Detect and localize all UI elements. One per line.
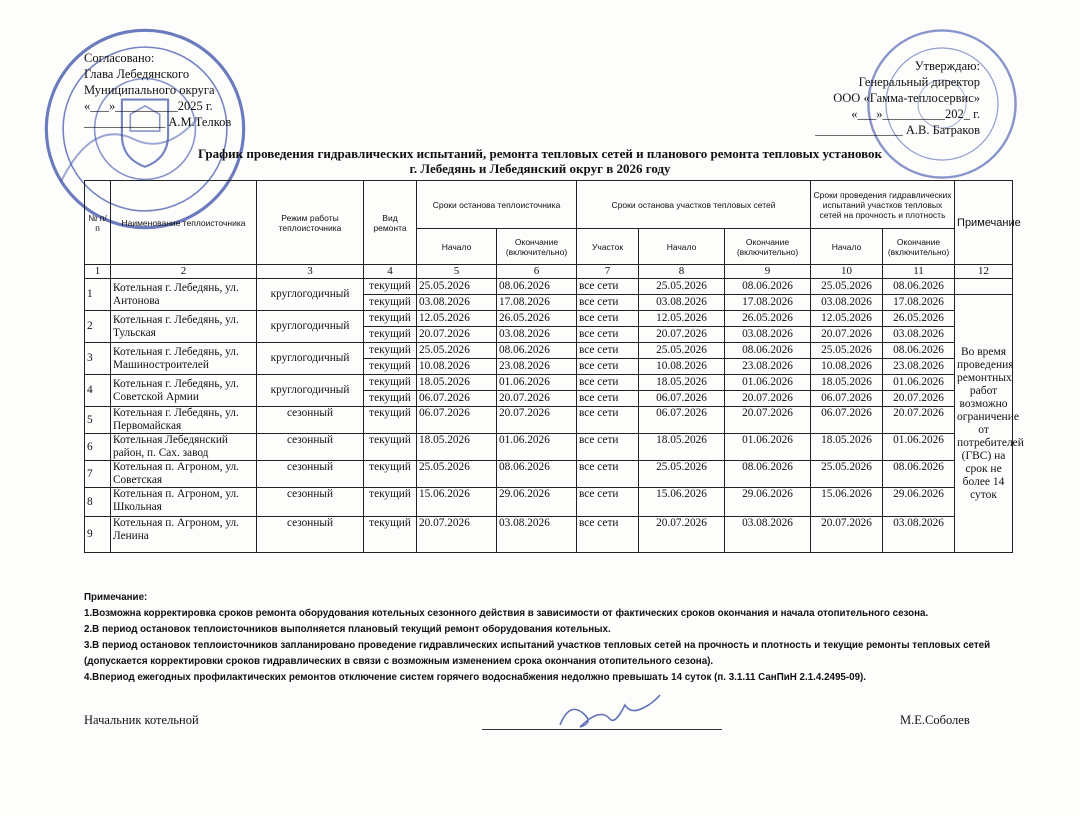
source-end-date: 17.08.2026 (497, 295, 577, 311)
network-end-date: 03.08.2026 (725, 517, 811, 553)
test-start-date: 06.07.2026 (811, 407, 883, 434)
title-line-2: г. Лебедянь и Лебедянский округ в 2026 году (409, 161, 671, 176)
source-name: Котельная г. Лебедянь, ул. Тульская (111, 311, 257, 343)
source-name: Котельная Лебедянский район, п. Сах. завод (111, 434, 257, 461)
table-row (85, 311, 1013, 327)
title-line-1: График проведения гидравлических испытаний, ремонта тепловых сетей и планового ремонта тепловых установок (197, 146, 883, 161)
note-item-1: 1.Возможна корректировка сроков ремонта оборудования котельных сезонного действия в зависимости от фактических сроков окончания и начала отопительного сезона. (84, 608, 929, 619)
test-start-date: 25.05.2026 (811, 279, 883, 295)
source-end-date: 29.06.2026 (497, 488, 577, 517)
schedule-table-body (85, 265, 1024, 553)
row-number: 8 (85, 488, 111, 517)
network-end-date: 08.06.2026 (725, 343, 811, 359)
network-section: все сети (577, 375, 639, 391)
operation-mode: сезонный (257, 488, 364, 517)
header-start-3: Начало (811, 229, 883, 265)
table-row (85, 375, 1013, 391)
repair-type: текущий (364, 311, 417, 327)
test-end-date: 08.06.2026 (883, 343, 955, 359)
test-start-date: 25.05.2026 (811, 461, 883, 488)
network-section: все сети (577, 359, 639, 375)
source-start-date: 12.05.2026 (417, 311, 497, 327)
test-start-date: 18.05.2026 (811, 434, 883, 461)
network-end-date: 20.07.2026 (725, 407, 811, 434)
row-number: 3 (85, 343, 111, 375)
source-end-date: 08.06.2026 (497, 343, 577, 359)
source-name: Котельная п. Агроном, ул. Советская (111, 461, 257, 488)
network-start-date: 15.06.2026 (639, 488, 725, 517)
footer-name: М.Е.Соболев (900, 713, 970, 727)
agreed-date-line: «___»__________2025 г. (84, 99, 213, 113)
approval-block-left (84, 50, 284, 130)
table-row (85, 517, 1013, 553)
network-end-date: 01.06.2026 (725, 375, 811, 391)
repair-type: текущий (364, 407, 417, 434)
row-number: 4 (85, 375, 111, 407)
header-network-shutdown: Сроки останова участков тепловых сетей (577, 181, 811, 229)
header-note: Примечание (955, 181, 1013, 265)
operation-mode: круглогодичный (257, 311, 364, 343)
source-start-date: 25.05.2026 (417, 279, 497, 295)
test-end-date: 29.06.2026 (883, 488, 955, 517)
source-end-date: 01.06.2026 (497, 434, 577, 461)
repair-type: текущий (364, 375, 417, 391)
header-section: Участок (577, 229, 639, 265)
table-row (85, 407, 1013, 434)
test-start-date: 15.06.2026 (811, 488, 883, 517)
notes-block (84, 590, 1014, 686)
test-start-date: 20.07.2026 (811, 517, 883, 553)
header-source-shutdown: Сроки останова теплоисточника (417, 181, 577, 229)
approve-name-line: ______________ А.В. Батраков (815, 123, 980, 137)
approval-block-right (760, 58, 980, 138)
repair-type: текущий (364, 434, 417, 461)
repair-type: текущий (364, 359, 417, 375)
source-start-date: 18.05.2026 (417, 375, 497, 391)
network-start-date: 06.07.2026 (639, 391, 725, 407)
network-section: все сети (577, 327, 639, 343)
approve-position-line-1: Генеральный директор (858, 75, 980, 89)
network-start-date: 25.05.2026 (639, 461, 725, 488)
source-name: Котельная г. Лебедянь, ул. Машиностроителей (111, 343, 257, 375)
operation-mode: сезонный (257, 461, 364, 488)
network-end-date: 29.06.2026 (725, 488, 811, 517)
source-start-date: 20.07.2026 (417, 517, 497, 553)
row-number: 6 (85, 434, 111, 461)
network-section: все сети (577, 517, 639, 553)
document-title (0, 146, 1080, 176)
source-end-date: 03.08.2026 (497, 517, 577, 553)
header-hydraulic-tests: Сроки проведения гидравлических испытаний участков тепловых сетей на прочность и плотность (811, 181, 955, 229)
network-start-date: 03.08.2026 (639, 295, 725, 311)
table-row (85, 279, 1013, 295)
test-end-date: 08.06.2026 (883, 279, 955, 295)
network-section: все сети (577, 488, 639, 517)
test-start-date: 20.07.2026 (811, 327, 883, 343)
network-start-date: 20.07.2026 (639, 517, 725, 553)
source-end-date: 08.06.2026 (497, 461, 577, 488)
col-number: 10 (811, 265, 883, 279)
source-start-date: 18.05.2026 (417, 434, 497, 461)
network-end-date: 26.05.2026 (725, 311, 811, 327)
note-cell: Во время проведения ремонтных работ возможно ограничение от потребителей (ГВС) на срок не более 14 суток (955, 295, 1013, 553)
header-end-1: Окончание (включительно) (497, 229, 577, 265)
note-item-3: 3.В период остановок теплоисточников запланировано проведение гидравлических испытаний участков тепловых сетей на прочность и плотность и текущие ремонты тепловых сетей (84, 640, 991, 651)
repair-type: текущий (364, 488, 417, 517)
network-section: все сети (577, 295, 639, 311)
source-end-date: 08.06.2026 (497, 279, 577, 295)
source-end-date: 20.07.2026 (497, 407, 577, 434)
network-section: все сети (577, 391, 639, 407)
source-end-date: 26.05.2026 (497, 311, 577, 327)
header-start-1: Начало (417, 229, 497, 265)
network-end-date: 17.08.2026 (725, 295, 811, 311)
header-start-2: Начало (639, 229, 725, 265)
repair-type: текущий (364, 295, 417, 311)
test-start-date: 10.08.2026 (811, 359, 883, 375)
source-name: Котельная г. Лебедянь, ул. Советской Армии (111, 375, 257, 407)
network-section: все сети (577, 311, 639, 327)
row-number: 9 (85, 517, 111, 553)
col-number: 6 (497, 265, 577, 279)
test-end-date: 01.06.2026 (883, 375, 955, 391)
test-start-date: 18.05.2026 (811, 375, 883, 391)
col-number: 2 (111, 265, 257, 279)
network-start-date: 25.05.2026 (639, 343, 725, 359)
header-operation-mode: Режим работы теплоисточника (257, 181, 364, 265)
repair-type: текущий (364, 279, 417, 295)
notes-heading: Примечание: (84, 592, 148, 603)
approve-position-line-2: ООО «Гамма-теплосервис» (833, 91, 980, 105)
source-end-date: 20.07.2026 (497, 391, 577, 407)
network-start-date: 10.08.2026 (639, 359, 725, 375)
network-start-date: 18.05.2026 (639, 375, 725, 391)
row-number: 7 (85, 461, 111, 488)
agreed-name-line: _____________ А.М.Телков (84, 115, 232, 129)
schedule-table (84, 180, 1024, 553)
note-item-4: 4.Впериод ежегодных профилактических ремонтов отключение систем горячего водоснабжения недолжно превышать 14 суток (п. 3.1.11 СанПиН 2.1.4.2495-09). (84, 672, 867, 683)
test-end-date: 23.08.2026 (883, 359, 955, 375)
col-number: 11 (883, 265, 955, 279)
table-row (85, 488, 1013, 517)
repair-type: текущий (364, 461, 417, 488)
row-number: 2 (85, 311, 111, 343)
source-name: Котельная п. Агроном, ул. Ленина (111, 517, 257, 553)
network-end-date: 08.06.2026 (725, 461, 811, 488)
test-start-date: 03.08.2026 (811, 295, 883, 311)
header-end-2: Окончание (включительно) (725, 229, 811, 265)
test-end-date: 08.06.2026 (883, 461, 955, 488)
source-start-date: 10.08.2026 (417, 359, 497, 375)
repair-type: текущий (364, 391, 417, 407)
source-name: Котельная г. Лебедянь, ул. Первомайская (111, 407, 257, 434)
table-row (85, 461, 1013, 488)
col-number: 4 (364, 265, 417, 279)
footer-position: Начальник котельной (84, 713, 199, 727)
test-end-date: 20.07.2026 (883, 407, 955, 434)
header-source-name: Наименование теплоисточника (111, 181, 257, 265)
source-start-date: 20.07.2026 (417, 327, 497, 343)
repair-type: текущий (364, 327, 417, 343)
test-start-date: 12.05.2026 (811, 311, 883, 327)
operation-mode: круглогодичный (257, 279, 364, 311)
source-name: Котельная г. Лебедянь, ул. Антонова (111, 279, 257, 311)
table-row (85, 434, 1013, 461)
network-start-date: 25.05.2026 (639, 279, 725, 295)
test-start-date: 06.07.2026 (811, 391, 883, 407)
operation-mode: круглогодичный (257, 375, 364, 407)
table-row (85, 343, 1013, 359)
header-repair-type: Вид ремонта (364, 181, 417, 265)
row-number: 1 (85, 279, 111, 311)
agreed-label: Согласовано: (84, 51, 155, 65)
operation-mode: сезонный (257, 407, 364, 434)
network-section: все сети (577, 461, 639, 488)
source-end-date: 23.08.2026 (497, 359, 577, 375)
network-end-date: 03.08.2026 (725, 327, 811, 343)
col-number: 12 (955, 265, 1013, 279)
network-section: все сети (577, 279, 639, 295)
network-end-date: 08.06.2026 (725, 279, 811, 295)
col-number: 5 (417, 265, 497, 279)
test-end-date: 01.06.2026 (883, 434, 955, 461)
row-number: 5 (85, 407, 111, 434)
col-number: 3 (257, 265, 364, 279)
operation-mode: сезонный (257, 434, 364, 461)
operation-mode: круглогодичный (257, 343, 364, 375)
network-end-date: 01.06.2026 (725, 434, 811, 461)
test-end-date: 20.07.2026 (883, 391, 955, 407)
source-start-date: 03.08.2026 (417, 295, 497, 311)
network-start-date: 12.05.2026 (639, 311, 725, 327)
source-start-date: 25.05.2026 (417, 343, 497, 359)
test-end-date: 03.08.2026 (883, 517, 955, 553)
test-start-date: 25.05.2026 (811, 343, 883, 359)
source-start-date: 25.05.2026 (417, 461, 497, 488)
header-num: № п/п (85, 181, 111, 265)
agreed-position-line-1: Глава Лебедянского (84, 67, 190, 81)
agreed-position-line-2: Муниципального округа (84, 83, 215, 97)
network-start-date: 20.07.2026 (639, 327, 725, 343)
column-number-row (85, 265, 1013, 279)
handwritten-signature (555, 695, 665, 735)
operation-mode: сезонный (257, 517, 364, 553)
source-end-date: 01.06.2026 (497, 375, 577, 391)
header-end-3: Окончание (включительно) (883, 229, 955, 265)
repair-type: текущий (364, 517, 417, 553)
network-start-date: 18.05.2026 (639, 434, 725, 461)
col-number: 8 (639, 265, 725, 279)
network-end-date: 20.07.2026 (725, 391, 811, 407)
approve-date-line: «___»__________202_ г. (851, 107, 980, 121)
note-item-2: 2.В период остановок теплоисточников выполняется плановый текущий ремонт оборудования котельных. (84, 624, 611, 635)
test-end-date: 03.08.2026 (883, 327, 955, 343)
table-header-row-1 (85, 181, 1013, 229)
col-number: 9 (725, 265, 811, 279)
network-end-date: 23.08.2026 (725, 359, 811, 375)
note-cell-empty (955, 279, 1013, 295)
network-section: все сети (577, 434, 639, 461)
col-number: 1 (85, 265, 111, 279)
network-section: все сети (577, 407, 639, 434)
test-end-date: 26.05.2026 (883, 311, 955, 327)
test-end-date: 17.08.2026 (883, 295, 955, 311)
source-end-date: 03.08.2026 (497, 327, 577, 343)
source-start-date: 15.06.2026 (417, 488, 497, 517)
repair-type: текущий (364, 343, 417, 359)
approve-label: Утверждаю: (914, 59, 980, 73)
source-start-date: 06.07.2026 (417, 407, 497, 434)
source-name: Котельная п. Агроном, ул. Школьная (111, 488, 257, 517)
network-start-date: 06.07.2026 (639, 407, 725, 434)
network-section: все сети (577, 343, 639, 359)
source-start-date: 06.07.2026 (417, 391, 497, 407)
col-number: 7 (577, 265, 639, 279)
note-item-3-continued: (допускается корректировки сроков гидравлических в связи с возможным изменением срока окончания отопительного сезона). (84, 656, 714, 667)
